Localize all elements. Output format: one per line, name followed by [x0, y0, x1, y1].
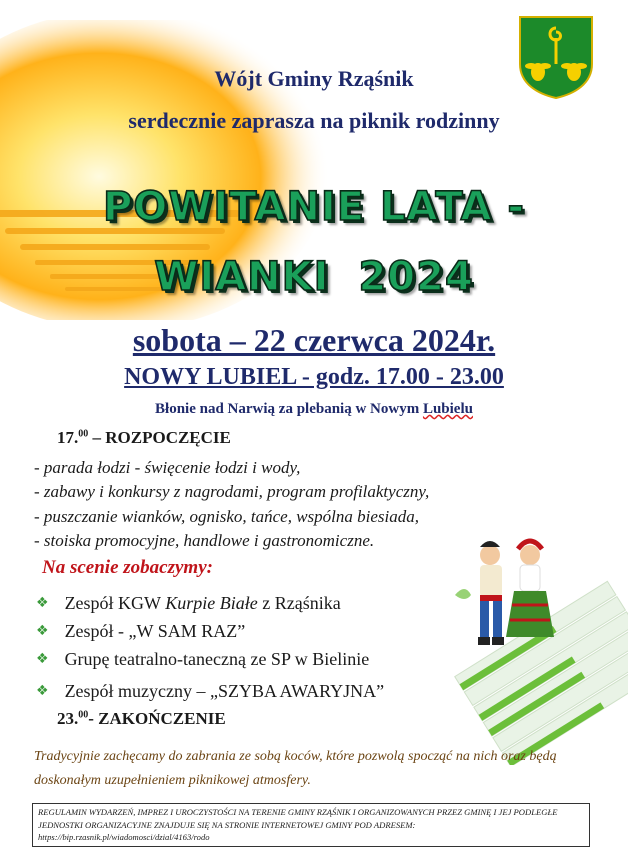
performer-text: Zespół muzyczny – „SZYBA AWARYJNA” — [64, 681, 385, 701]
host-line: Wójt Gminy Rząśnik — [214, 66, 414, 91]
start-hour: 17. — [57, 428, 79, 447]
blanket-note: Tradycyjnie zachęcamy do zabrania ze sobą koców, które pozwolą spocząć na nich oraz będą doskonałym uzupełnieniem piknikowej atmosfery. — [34, 749, 557, 788]
event-title-line1: POWITANIE LATA - — [102, 184, 526, 230]
venue-text: Błonie nad Narwią za plebanią w Nowym — [155, 401, 423, 417]
performer-item — [36, 593, 341, 614]
diamond-bullet-icon: ❖ — [36, 651, 49, 667]
program-item: - puszczanie wianków, ognisko, tańce, wspólna biesiada, — [34, 507, 419, 526]
start-time — [57, 428, 231, 448]
event-place-time: NOWY LUBIEL - godz. 17.00 - 23.00 — [124, 364, 504, 390]
performer-item — [36, 621, 245, 642]
event-venue — [0, 401, 628, 418]
end-minutes: 00 — [78, 709, 89, 721]
performer-item — [36, 649, 369, 670]
performer-group-name: Kurpie Białe — [165, 593, 258, 613]
program-item: - zabawy i konkursy z nagrodami, program profilaktyczny, — [34, 482, 430, 501]
diamond-bullet-icon: ❖ — [36, 683, 49, 699]
dancers-piano-illustration — [430, 525, 628, 765]
event-title-line2: WIANKI 2024 — [154, 254, 474, 300]
invitation-line: serdecznie zaprasza na piknik rodzinny — [128, 108, 500, 133]
performer-text: Zespół - „W SAM RAZ” — [64, 621, 246, 641]
venue-town: Lubielu — [422, 401, 473, 417]
end-time — [57, 709, 226, 729]
performer-text: Zespół KGW — [64, 593, 166, 613]
stage-heading: Na scenie zobaczymy: — [42, 557, 213, 578]
diamond-bullet-icon: ❖ — [36, 595, 49, 611]
end-label: - ZAKOŃCZENIE — [88, 709, 226, 728]
regulations-box: REGULAMIN WYDARZEŃ, IMPREZ I UROCZYSTOŚCI NA TERENIE GMINY RZĄŚNIK I ORGANIZOWANYCH PRZEZ GMINĘ I JEJ PODLEGŁE JEDNOSTKI ORGANIZACYJNE ZNAJDUJE SIĘ NA STRONIE INTERNETOWEJ GMINY POD ADRESEM: https://bip.rzasnik.pl/wiadomosci/dzial/4163/rodo — [32, 803, 590, 847]
performer-text: z Rząśnika — [257, 593, 341, 613]
start-minutes: 00 — [78, 428, 89, 440]
program-item: - parada łodzi - święcenie łodzi i wody, — [34, 458, 301, 477]
end-hour: 23. — [57, 709, 79, 728]
diamond-bullet-icon: ❖ — [36, 623, 49, 639]
start-label: – ROZPOCZĘCIE — [88, 428, 231, 447]
event-date: sobota – 22 czerwca 2024r. — [132, 322, 496, 358]
performer-item — [36, 681, 384, 702]
program-item: - stoiska promocyjne, handlowe i gastronomiczne. — [34, 531, 375, 550]
performer-text: Grupę teatralno-taneczną ze SP w Bielinie — [64, 649, 370, 669]
